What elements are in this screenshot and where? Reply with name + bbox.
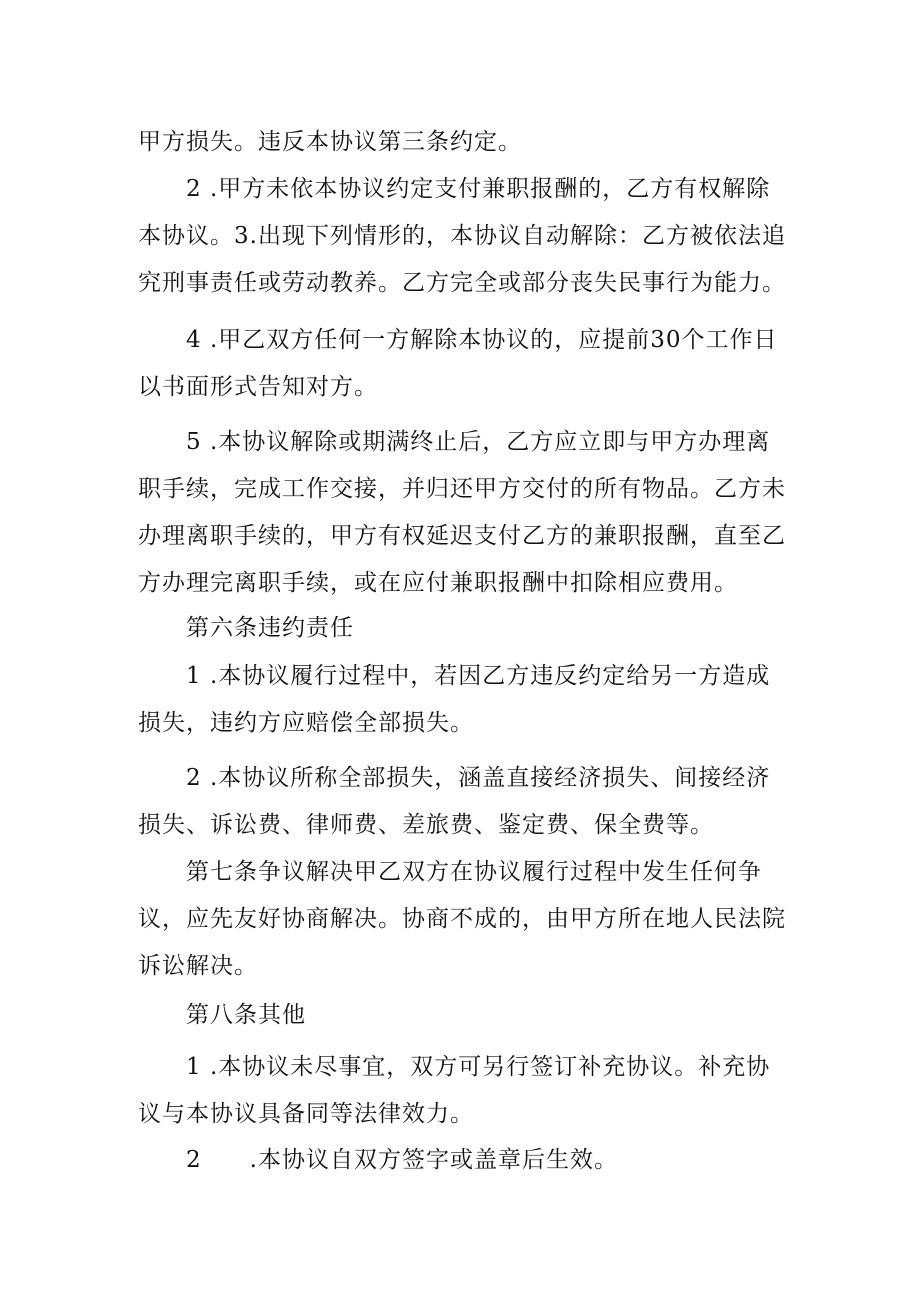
section-heading-article-8: 第八条其他	[186, 1002, 306, 1028]
paragraph-liability-compensation: 1 .本协议履行过程中，若因乙方违反约定给另一方造成损失，违约方应赔偿全部损失。	[138, 663, 771, 736]
paragraph-resignation-procedure: 5 .本协议解除或期满终止后，乙方应立即与甲方办理离职手续，完成工作交接，并归还甲方交付的所有物品。乙方未办理离职手续的，甲方有权延迟支付乙方的兼职报酬，直至乙方办理完离职手续，或在应付兼职报酬中扣除相应费用。	[138, 429, 786, 596]
paragraph-termination-clause-2-3: 2 .甲方未依本协议约定支付兼职报酬的，乙方有权解除本协议。3.出现下列情形的，本协议自动解除：乙方被依法追究刑事责任或劳动教养。乙方完全或部分丧失民事行为能力。	[138, 176, 786, 296]
paragraph-loss-definition: 2 .本协议所称全部损失，涵盖直接经济损失、间接经济损失、诉讼费、律师费、差旅费、鉴定费、保全费等。	[138, 765, 771, 838]
paragraph-dispute-resolution: 第七条争议解决甲乙双方在协议履行过程中发生任何争议，应先友好协商解决。协商不成的，由甲方所在地人民法院诉讼解决。	[138, 859, 786, 979]
paragraph-supplementary-agreement: 1 .本协议未尽事宜，双方可另行签订补充协议。补充协议与本协议具备同等法律效力。	[138, 1054, 771, 1127]
paragraph-breach-loss: 甲方损失。违反本协议第三条约定。	[138, 129, 522, 155]
paragraph-termination-notice: 4 .甲乙双方任何一方解除本协议的，应提前30个工作日以书面形式告知对方。	[138, 327, 778, 400]
section-heading-article-6: 第六条违约责任	[186, 615, 354, 641]
paragraph-effective-date: 2 .本协议自双方签字或盖章后生效。	[186, 1147, 618, 1173]
